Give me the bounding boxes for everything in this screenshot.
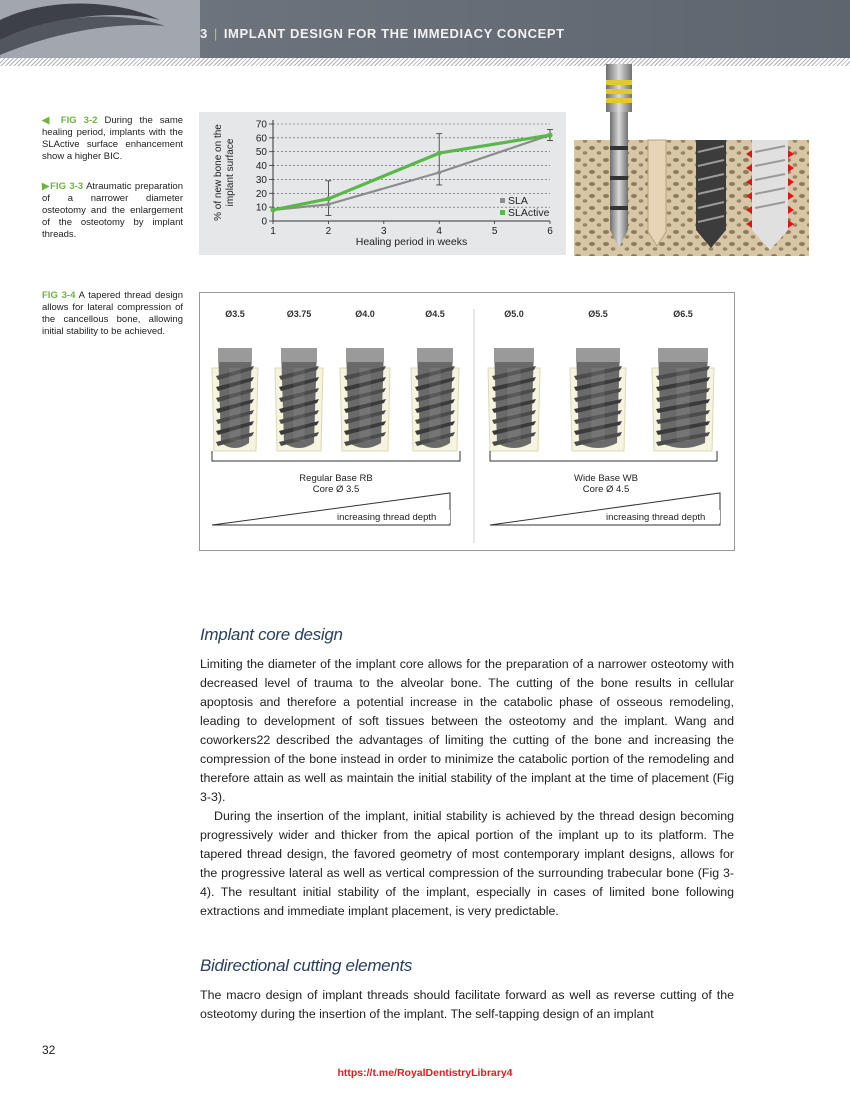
x-tick-label: 4: [436, 226, 442, 237]
diameter-label-6-5: Ø6.5: [673, 309, 693, 319]
x-tick-label: 5: [491, 226, 498, 237]
implant-illustration: [488, 348, 540, 451]
group-core-regular: Core Ø 3.5: [312, 484, 360, 495]
footer-link[interactable]: https://t.me/RoyalDentistryLibrary4: [337, 1067, 513, 1079]
group-core-wide: Core Ø 4.5: [582, 484, 630, 495]
diameter-label-3-5: Ø3.5: [225, 309, 245, 319]
y-axis-label: % of new bone on the: [213, 124, 224, 221]
data-point-sla: [326, 202, 330, 206]
section-heading-cutting-elements: Bidirectional cutting elements: [200, 956, 413, 975]
section-body-cutting-elements: [200, 986, 734, 1024]
chart-canvas: [199, 112, 566, 255]
y-tick-label: 50: [255, 147, 267, 159]
data-point-slactive: [326, 196, 331, 201]
implant-bone-photo: [574, 60, 809, 256]
page-number: 32: [42, 1043, 56, 1057]
depth-label-wide: increasing thread depth: [606, 512, 706, 523]
legend-label-slactive: SLActive: [508, 207, 550, 219]
header-decoration: [0, 0, 200, 58]
implant-diameters-diagram: [200, 293, 734, 550]
group-name-regular: Regular Base RB: [299, 473, 373, 484]
data-point-slactive: [547, 132, 552, 137]
implant-illustration: [275, 348, 323, 451]
caption-fig3-4: FIG 3-4 A tapered thread design allows for lateral compression of the cancellous bone, allowing initial stability to be achieved.: [42, 290, 183, 337]
paragraph: The macro design of implant threads should facilitate forward as well as reverse cutting of the osteotomy during the insertion of the implant. The self-tapping design of an implant: [200, 988, 734, 1021]
implant-illustration: [340, 348, 390, 451]
x-axis-label: Healing period in weeks: [355, 236, 468, 248]
x-tick-label: 3: [381, 226, 387, 237]
legend-label-sla: SLA: [508, 195, 528, 207]
implant-illustration: [570, 348, 626, 451]
diameter-label-5-0: Ø5.0: [504, 309, 524, 319]
chapter-title: 3 | IMPLANT DESIGN FOR THE IMMEDIACY CONCEPT: [200, 26, 565, 41]
diameter-label-3-75: Ø3.75: [286, 309, 312, 319]
caption-fig3-2: ◀ FIG 3-2 During the same healing period, implants with the SLActive surface enhancement show a higher BIC.: [42, 115, 184, 162]
y-tick-label: 20: [255, 188, 267, 200]
section-body-core-design: [200, 655, 734, 921]
x-tick-label: 2: [325, 226, 332, 237]
diameter-label-5-5: Ø5.5: [588, 309, 608, 319]
arrow-right-icon: ▶: [42, 181, 51, 192]
x-tick-label: 1: [270, 226, 276, 237]
implant-illustration: [652, 348, 714, 451]
data-point-slactive: [437, 151, 442, 156]
group-name-wide: Wide Base WB: [574, 473, 638, 484]
y-tick-label: 40: [255, 161, 267, 173]
y-tick-label: 10: [255, 202, 267, 214]
x-tick-label: 6: [547, 226, 553, 237]
y-tick-label: 60: [255, 133, 267, 145]
legend-swatch-slactive: [500, 210, 505, 215]
arrow-left-icon: ◀: [42, 115, 54, 126]
depth-label-regular: increasing thread depth: [337, 512, 437, 523]
implant-illustration: [411, 348, 459, 451]
thread-depth-figure: [199, 292, 735, 551]
paragraph: Limiting the diameter of the implant core allows for the preparation of a narrower osteotomy with decreased level of trauma to the alveolar bone. The cutting of the bone results in cellular apoptosis and therefore a potential increase in the catabolic phase of osseous remodeling, leading to development of soft tissues between the osteotomy and the implant. Wang and coworkers22 described the advantages of limiting the cutting of the bone and increasing the compression of the bone instead in order to minimize the catabolic portion of the remodeling and therefore attain as well as maintain the initial stability of the implant at the time of placement (Fig 3-3).: [200, 657, 734, 804]
implant-illustration: [212, 348, 258, 451]
y-axis-label-line2: implant surface: [225, 138, 236, 207]
legend-swatch-sla: [500, 198, 505, 203]
y-tick-label: 70: [255, 119, 267, 131]
bic-line-chart: [199, 112, 566, 255]
y-tick-label: 30: [255, 174, 267, 186]
diameter-label-4-5: Ø4.5: [425, 309, 445, 319]
diameter-label-4-0: Ø4.0: [355, 309, 375, 319]
paragraph: During the insertion of the implant, initial stability is achieved by the thread design becoming progressively wider and thicker from the apical portion of the implant up to its platform. The tapered thread design, the favored geometry of most contemporary implant designs, allows for the progressive lateral as well as vertical compression of the surrounding trabecular bone (Fig 3-4). The resultant initial stability of the implant, especially in cases of limited bone following extractions and immediate implant placement, is very predictable.: [200, 809, 734, 918]
caption-fig3-3: ▶FIG 3-3 Atraumatic preparation of a narrower diameter osteotomy and the enlargement of the osteotomy by implant threads.: [42, 181, 183, 240]
data-point-sla: [437, 171, 441, 175]
page-header: [0, 0, 850, 58]
section-heading-core-design: Implant core design: [200, 625, 343, 644]
y-tick-label: 0: [261, 216, 267, 228]
data-point-slactive: [270, 207, 275, 212]
